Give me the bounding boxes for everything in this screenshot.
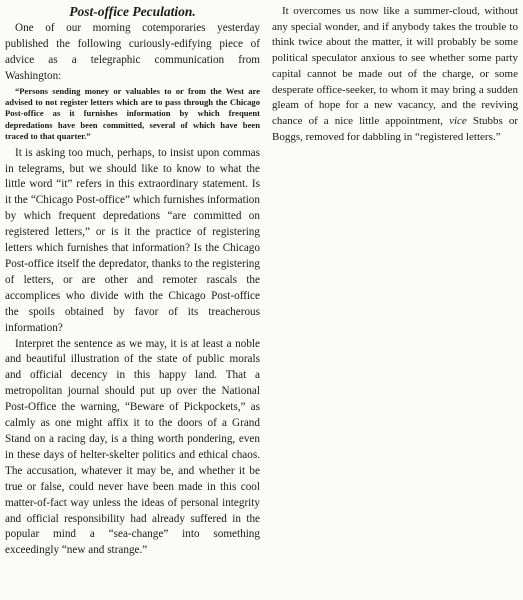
vice-word: vice: [449, 114, 467, 127]
paragraph-4-text: It overcomes us now like a summer-cloud, without any special wonder, and if anybody takes the trouble to think twice about the matter, it will probably be some political speculator anxious to see whether some party capital cannot be made out of the charge, or some desperate office-seeker, to whom it may bring a sudden gleam of hope for a new vacancy, and the reviving chance of a nice little appointment,: [272, 5, 518, 127]
paragraph-4-end: Stubbs or Boggs, removed for dabbling in “registered letters.”: [272, 114, 518, 143]
intro-paragraph: One of our morning cotemporaries yesterday published the following curiously-edifying piece of advice as a telegraphic communication from Washington:: [5, 22, 260, 82]
telegraph-quote: “Persons sending money or valuables to or from the West are advised to not register letters which are to pass through the Chicago Post-office as it furnishes information by which frequent depredations have been committed, several of which have been traced to that quarter.”: [5, 85, 260, 142]
paragraph-2: It is asking too much, perhaps, to insist upon commas in telegrams, but we should like to know to what the little word “it” refers in this extraordinary statement. Is it the “Chicago Post-office” which furnishes information by which frequent depredations “are committed on registered letters,” or is it the practice of registering letters which furnishes that information? Is the Chicago Post-office itself the depredator, thanks to the registering of letters, or are other and remoter rascals the accomplices who divide with the Chicago Post-office the spoils obtained by favor of its treacherous information?: [5, 146, 260, 334]
paragraph-4: [272, 4, 518, 145]
left-column: [5, 4, 260, 559]
paragraph-3: Interpret the sentence as we may, it is at least a noble and beautiful illustration of the state of public morals and official decency in this happy land. That a metropolitan journal should put up over the National Post-Office the warning, “Beware of Pickpockets,” as calmly as one might affix it to the doors of a Grand Stand on a racing day, is a thing worth pondering, even in these days of helter-skelter politics and ethical chaos. The accusation, whatever it may be, and whether it be true or false, could never have been made in this cool matter-of-fact way unless the ideas of personal integrity and official responsibility had already suffered in the popular mind a “sea-change” into something exceedingly “new and strange.”: [5, 337, 260, 557]
right-column: [272, 4, 518, 145]
article-title: Post-office Peculation.: [69, 4, 196, 19]
